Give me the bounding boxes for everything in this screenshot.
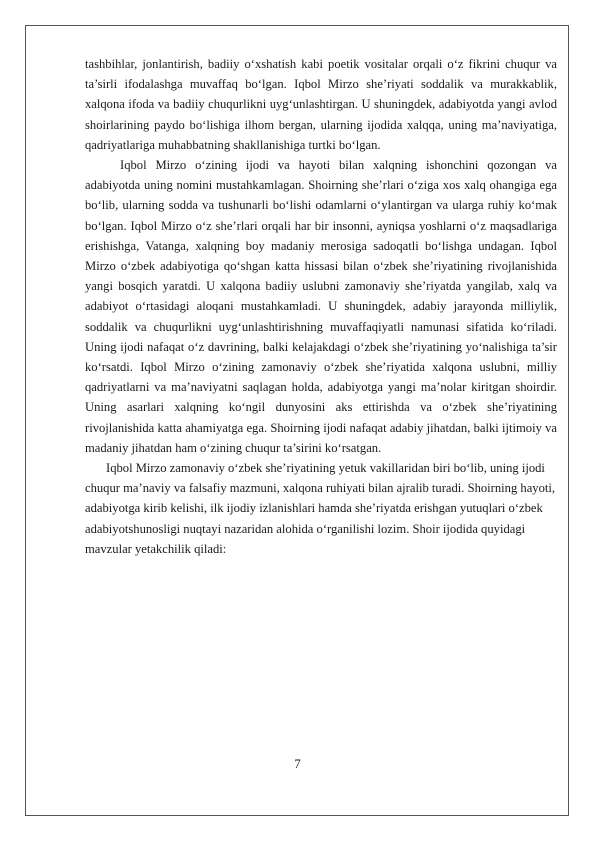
paragraph-2: Iqbol Mirzo o‘zining ijodi va hayoti bilan xalqning ishonchini qozongan va adabiyotda uning nomini mustahkamlagan. Shoirning she’rlari o‘ziga xos xalq ohangiga ega bo‘lib, ularning sodda va tushunarli bo‘lishi odamlarni o‘ylantirgan va ularga ruhiy ko‘mak bo‘lgan. Iqbol Mirzo o‘z she’rlari orqali har bir insonni, ayniqsa yoshlarni o‘z maqsadlariga erishishga, Vatanga, xalqning boy madaniy merosiga sadoqatli bo‘lishga undagan. Iqbol Mirzo o‘zbek adabiyotiga qo‘shgan katta hissasi bilan o‘zbek she’riyatining rivojlanishida yangi bosqich yaratdi. U xalqona badiiy uslubni zamonaviy she’riyatda yangilab, xalq va adabiyot o‘rtasidagi aloqani mustahkamladi. U shuningdek, adabiy jarayonda milliylik, soddalik va chuqurlikni uyg‘unlashtirishning muvaffaqiyatli namunasi sifatida ko‘riladi. Uning ijodi nafaqat o‘z davrining, balki kelajakdagi o‘zbek she’riyatining yo‘nalishiga ta’sir ko‘rsatdi. Iqbol Mirzo o‘zining zamonaviy o‘zbek she’riyatida xalqona uslubni, milliy qadriyatlarni va ma’naviyatni saqlagan holda, adabiyotga yangi ma’nolar kiritgan shoirdir. Uning asarlari xalqning ko‘ngil dunyosini aks ettirishda va o‘zbek she’riyatining rivojlanishida katta ahamiyatga ega. Shoirning ijodi nafaqat adabiy jihatdan, balki ijtimoiy va madaniy jihatdan ham o‘zining chuqur ta’sirini ko‘rsatgan.	[85, 158, 557, 455]
paragraph-3: Iqbol Mirzo zamonaviy o‘zbek she’riyatining yetuk vakillaridan biri bo‘lib, uning ijodi chuqur ma’naviy va falsafiy mazmuni, xalqona ruhiyati bilan ajralib turadi. Shoirning hayoti, adabiyotga kirib kelishi, ilk ijodiy izlanishlari hamda she’riyatda erishgan yutuqlari o‘zbek adabiyotshunosligi nuqtayi nazaridan alohida o‘rganilishi lozim. Shoir ijodida quyidagi mavzular yetakchilik qiladi:	[85, 461, 556, 556]
page-number: 7	[294, 757, 301, 771]
document-body	[85, 54, 557, 559]
paragraph-1: tashbihlar, jonlantirish, badiiy o‘xshatish kabi poetik vositalar orqali o‘z fikrini chuqur va ta’sirli ifodalashga muvaffaq bo‘lgan. Iqbol Mirzo she’riyati soddalik va murakkablik, xalqona ifoda va badiiy chuqurlikni uyg‘unlashtirgan. U shuningdek, adabiyotda yangi avlod shoirlarining paydo bo‘lishiga ilhom bergan, ularning ijodida xalqqa, uning ma’naviyatiga, qadriyatlariga muhabbatning shakllanishiga turtki bo‘lgan.	[85, 57, 557, 152]
